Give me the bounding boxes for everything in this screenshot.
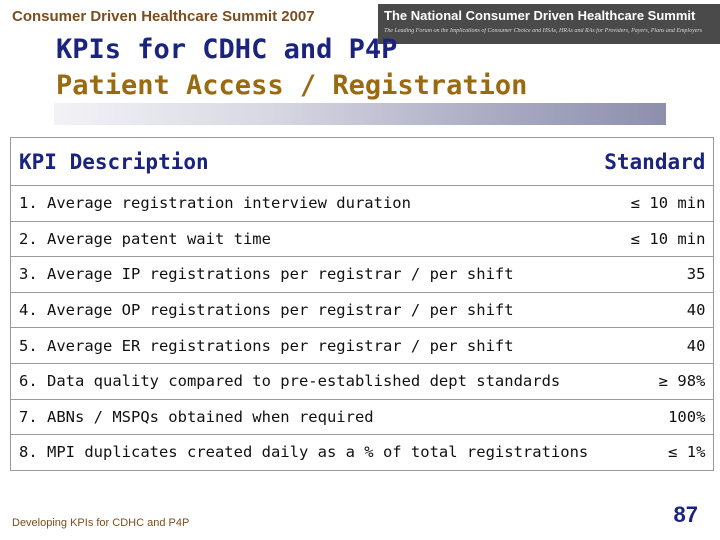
kpi-description: 4. Average OP registrations per registrar / per shift: [11, 292, 597, 328]
banner-tagline: The Leading Forum on the Implications of Consumer Choice and HSAs, HRAs and RAs for Providers, Payers, Plans and Employers: [384, 28, 703, 34]
kpi-description: 5. Average ER registrations per registrar / per shift: [11, 328, 597, 364]
kpi-standard: ≤ 1%: [596, 435, 714, 471]
footer-text: Developing KPIs for CDHC and P4P: [12, 517, 190, 529]
table-row: [11, 399, 714, 435]
table-row: [11, 292, 714, 328]
kpi-description: 1. Average registration interview duration: [11, 186, 597, 222]
page-number: 87: [673, 502, 698, 527]
kpi-standard: ≤ 10 min: [596, 186, 714, 222]
banner-title: The National Consumer Driven Healthcare Summit: [384, 8, 696, 23]
kpi-description: 6. Data quality compared to pre-established dept standards: [11, 363, 597, 399]
kpi-description: 8. MPI duplicates created daily as a % of total registrations: [11, 435, 597, 471]
kpi-table: [10, 137, 714, 471]
kpi-description: 3. Average IP registrations per registrar / per shift: [11, 257, 597, 293]
kpi-description: 2. Average patent wait time: [11, 221, 597, 257]
kpi-standard: 40: [596, 292, 714, 328]
kpi-standard: 40: [596, 328, 714, 364]
event-name: Consumer Driven Healthcare Summit 2007: [12, 8, 315, 25]
table-row: [11, 435, 714, 471]
table-row: [11, 328, 714, 364]
slide-title: KPIs for CDHC and P4P: [56, 34, 398, 65]
kpi-description: 7. ABNs / MSPQs obtained when required: [11, 399, 597, 435]
summit-banner: [378, 4, 720, 44]
standard-header: Standard: [596, 138, 714, 186]
kpi-description-header: KPI Description: [11, 138, 597, 186]
kpi-standard: 100%: [596, 399, 714, 435]
kpi-standard: ≤ 10 min: [596, 221, 714, 257]
slide-subtitle: Patient Access / Registration: [56, 70, 528, 101]
kpi-standard: 35: [596, 257, 714, 293]
table-row: [11, 257, 714, 293]
table-row: [11, 221, 714, 257]
table-row: [11, 186, 714, 222]
table-header-row: [11, 138, 714, 186]
kpi-standard: ≥ 98%: [596, 363, 714, 399]
title-underline-bar: [54, 103, 666, 125]
table-row: [11, 363, 714, 399]
